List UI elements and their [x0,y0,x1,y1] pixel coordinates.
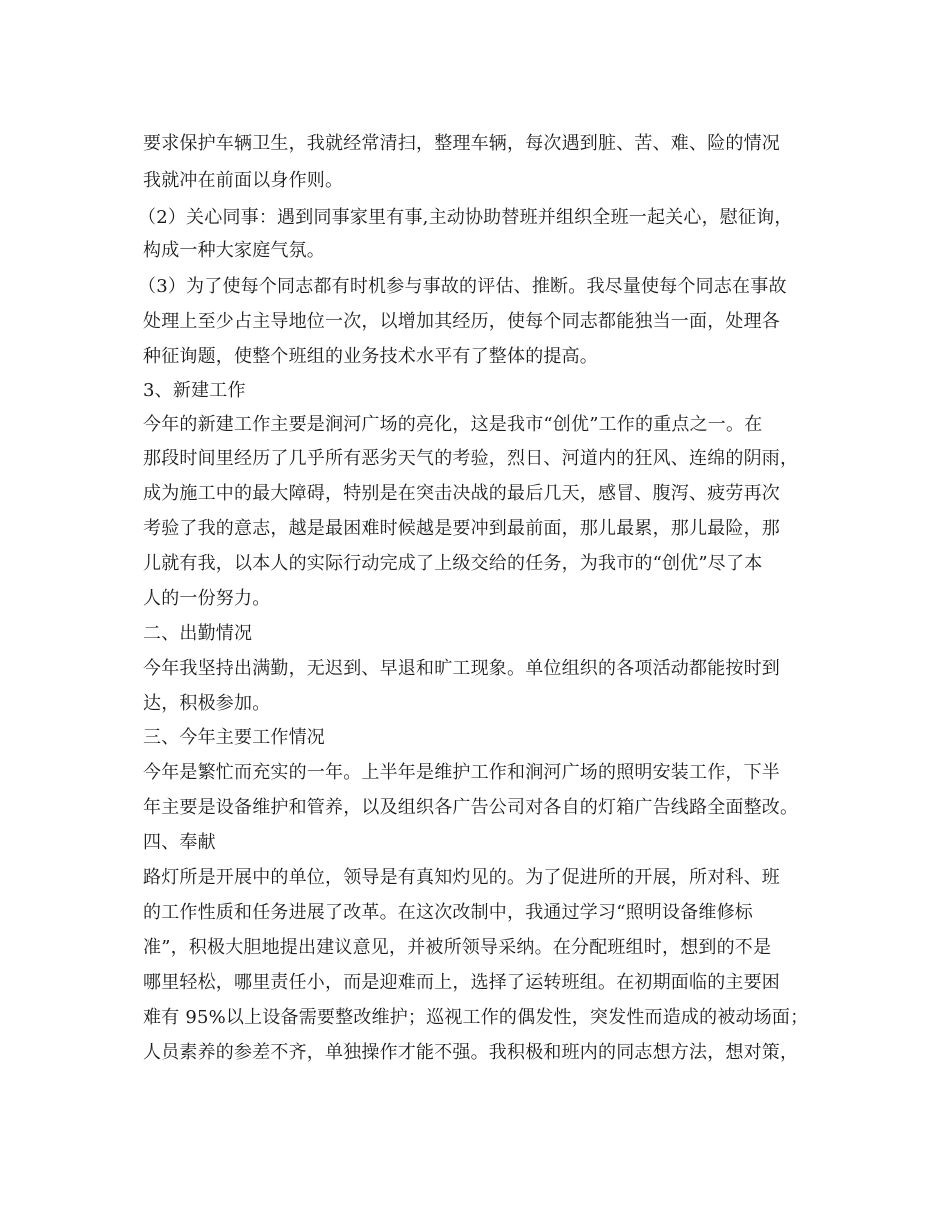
text-line: 今年是繁忙而充实的一年。上半年是维护工作和涧河广场的照明安装工作，下半 [143,762,780,783]
text-line: 人员素养的参差不齐，单独操作才能不强。我积极和班内的同志想方法，想对策， [143,1042,799,1063]
text-line: 处理上至少占主导地位一次，以增加其经历，使每个同志都能独当一面，处理各 [143,311,780,332]
text-line: 要求保护车辆卫生，我就经常清扫，整理车辆，每次遇到脏、苦、难、险的情况 [143,133,780,154]
text-line: 哪里轻松，哪里责任小，而是迎难而上，选择了运转班组。在初期面临的主要困 [143,972,780,993]
text-line: （2）关心同事：遇到同事家里有事,主动协助替班并组织全班一起关心，慰征询， [138,207,793,228]
text-line: 构成一种大家庭气氛。 [143,240,325,261]
text-line: 今年我坚持出满勤，无迟到、早退和旷工现象。单位组织的各项活动都能按时到 [143,658,780,679]
text-line: 我就冲在前面以身作则。 [143,170,344,191]
section-heading: 二、出勤情况 [143,623,253,644]
text-line: 那段时间里经历了几乎所有恶劣天气的考验，烈日、河道内的狂风、连绵的阴雨， [143,448,799,469]
text-line: 准”，积极大胆地提出建议意见，并被所领导采纳。在分配班组时，想到的不是 [143,937,772,958]
text-line: 人的一份努力。 [143,588,271,609]
text-line: 今年的新建工作主要是涧河广场的亮化，这是我市“创优”工作的重点之一。在 [143,414,763,435]
text-line: 的工作性质和任务进展了改革。在这次改制中，我通过学习“照明设备维修标 [143,902,753,923]
text-line: （3）为了使每个同志都有时机参与事故的评估、推断。我尽量使每个同志在事故 [138,276,787,297]
section-heading: 3、新建工作 [143,380,246,401]
text-line: 路灯所是开展中的单位，领导是有真知灼见的。为了促进所的开展，所对科、班 [143,867,780,888]
section-heading: 四、奉献 [143,832,216,853]
text-line: 儿就有我，以本人的实际行动完成了上级交给的任务，为我市的“创优”尽了本 [143,553,763,574]
text-line: 难有 95%以上设备需要整改维护；巡视工作的偶发性，突发性而造成的被动场面； [143,1007,809,1028]
text-line: 考验了我的意志，越是最困难时候越是要冲到最前面，那儿最累，那儿最险，那 [143,518,780,539]
text-line: 年主要是设备维护和管养，以及组织各广告公司对各自的灯箱广告线路全面整改。 [143,797,799,818]
text-line: 成为施工中的最大障碍，特别是在突击决战的最后几天，感冒、腹泻、疲劳再次 [143,483,780,504]
section-heading: 三、今年主要工作情况 [143,727,325,748]
text-line: 达，积极参加。 [143,693,271,714]
text-line: 种征询题，使整个班组的业务技术水平有了整体的提高。 [143,346,598,367]
